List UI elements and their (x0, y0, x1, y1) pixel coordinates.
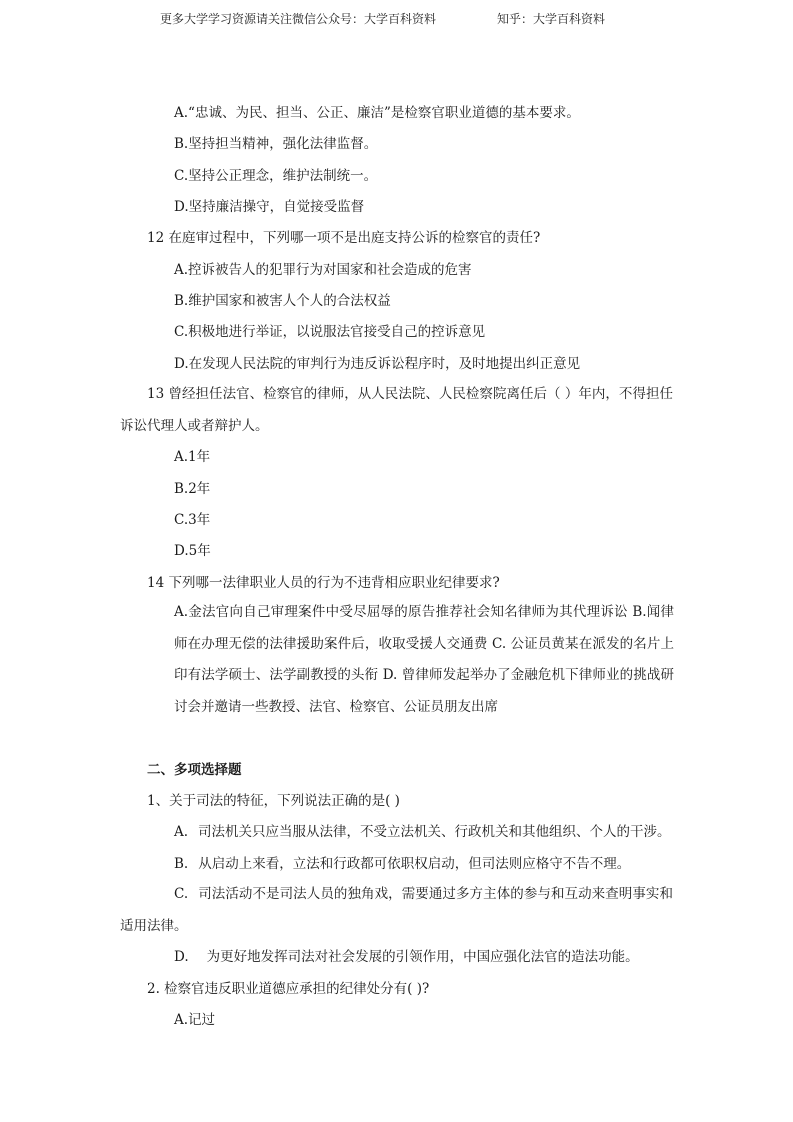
section2-title: 二、多项选择题 (147, 762, 242, 778)
mq1-option-a: A. 司法机关只应当服从法律，不受立法机关、行政机关和其他组织、个人的干涉。 (174, 824, 671, 840)
prior-option-a: A.“忠诚、为民、担当、公正、廉洁”是检察官职业道德的基本要求。 (174, 105, 580, 121)
q12-option-c: C.积极地进行举证，以说服法官接受自己的控诉意见 (174, 324, 486, 340)
header-right: 知乎：大学百科资料 (497, 12, 606, 26)
prior-option-b: B.坚持担当精神，强化法律监督。 (174, 136, 378, 152)
mq1-option-d: D. 为更好地发挥司法对社会发展的引领作用，中国应强化法官的造法功能。 (174, 949, 639, 965)
q12-option-b: B.维护国家和被害人个人的合法权益 (174, 293, 391, 309)
q13-option-b: B.2年 (174, 481, 211, 497)
mq2-stem: 2. 检察官违反职业道德应承担的纪律处分有( )? (147, 981, 430, 997)
mq1-stem: 1、关于司法的特征，下列说法正确的是( ) (147, 793, 400, 809)
mq1-option-b: B. 从启动上来看，立法和行政都可依职权启动，但司法则应格守不告不理。 (174, 856, 631, 872)
q12-stem: 12 在庭审过程中，下列哪一项不是出庭支持公诉的检察官的责任? (147, 230, 541, 246)
q13-option-a: A.1年 (174, 449, 211, 465)
header-left: 更多大学学习资源请关注微信公众号：大学百科资料 (160, 12, 437, 26)
q14-stem: 14 下列哪一法律职业人员的行为不违背相应职业纪律要求? (147, 575, 500, 591)
q12-option-d: D.在发现人民法院的审判行为违反诉讼程序时，及时地提出纠正意见 (174, 356, 581, 372)
mq1-option-c: C. 司法活动不是司法人员的独角戏，需要通过多方主体的参与和互动来查明事实和适用法律。 (120, 886, 673, 934)
prior-option-c: C.坚持公正理念，维护法制统一。 (174, 168, 378, 184)
q14-options: A.金法官向自己审理案件中受尽屈辱的原告推荐社会知名律师为其代理诉讼 B.闻律师在办理无偿的法律援助案件后，收取受援人交通费 C. 公证员黄某在派发的名片上印有法学硕士、法学副教授的头衔 D. 曾律师发起举办了金融危机下律师业的挑战研讨会并邀请一些教授、法官、检察官、公证员朋友出席 (174, 604, 674, 715)
q12-option-a: A.控诉被告人的犯罪行为对国家和社会造成的危害 (174, 262, 472, 278)
q13-stem: 13 曾经担任法官、检察官的律师，从人民法院、人民检察院离任后（ ）年内，不得担任诉讼代理人或者辩护人。 (120, 386, 673, 434)
prior-option-d: D.坚持廉洁操守，自觉接受监督 (174, 199, 365, 215)
mq2-option-a: A.记过 (174, 1012, 216, 1028)
q13-option-d: D.5年 (174, 543, 211, 559)
q13-option-c: C.3年 (174, 512, 211, 528)
